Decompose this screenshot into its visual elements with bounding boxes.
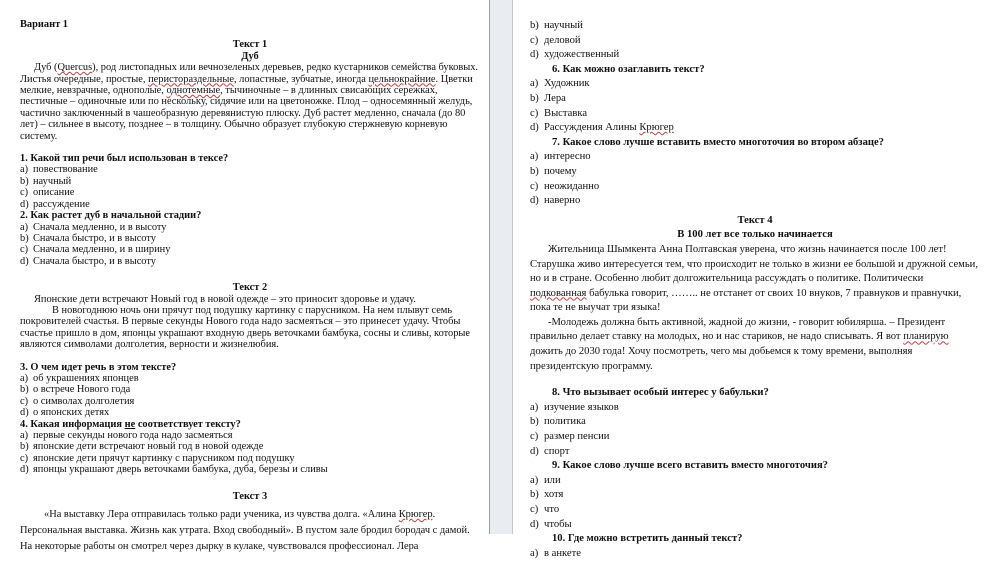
answer-option[interactable]: c) Сначала медленно, и в ширину <box>20 244 171 256</box>
answer-option[interactable]: c) неожиданно <box>530 180 600 192</box>
question-3-options <box>20 373 480 419</box>
answer-option[interactable]: c) о символах долголетия <box>20 395 135 407</box>
answer-option[interactable]: d) Рассуждения Алины Крюгер <box>530 122 674 134</box>
answer-option[interactable]: c) японские дети прячут картинку с парусником под подушку <box>20 452 295 464</box>
answer-option[interactable]: d) рассуждение <box>20 198 90 210</box>
answer-option[interactable]: a) изучение языков <box>530 401 619 413</box>
answer-option[interactable]: a) об украшениях японцев <box>20 372 139 384</box>
text4-title: В 100 лет все только начинается <box>677 229 833 241</box>
answer-option[interactable]: a) интересно <box>530 151 591 163</box>
question-8: 8. Что вызывает особый интерес у бабульки? <box>552 387 769 399</box>
text4-heading: Текст 4 <box>737 214 773 226</box>
answer-option[interactable]: d) спорт <box>530 445 570 457</box>
question-9: 9. Какое слово лучше всего вставить вместо многоточия? <box>552 460 828 472</box>
question-3: 3. О чем идет речь в этом тексте? <box>20 361 177 373</box>
answer-option[interactable]: c) размер пенсии <box>530 431 610 443</box>
answer-option[interactable]: c) описание <box>20 187 75 199</box>
answer-option[interactable]: b) японские дети встречают новый год в новой одежде <box>20 441 264 453</box>
question-1: 1. Какой тип речи был использован в тексе? <box>20 153 229 165</box>
answer-option[interactable]: a) повествование <box>20 164 98 176</box>
text4-paragraph-3: -Молодежь должна быть активной, жадной до жизни, - говорит юбилярша. – Президент правильно делает ставку на молодых, но и нас стариков, не надо списывать. Я вот планирую дожить до 2030 года! Хочу посмотреть, чего мы добьемся к тому времени, выполняя президентскую программу. <box>530 316 949 372</box>
text4-paragraph-2: Старушка живо интересуется тем, что происходит не только в жизни ее большой и дружной семьи, но и в стране. Особенно любит долгожительница рассуждать о политике. Политически подкованная бабулька говорит, …….. не отстанет от своих 10 внуков, 7 правнуков и правнучки, пока те не выучат три языка! <box>530 258 978 314</box>
answer-option[interactable]: b) почему <box>530 165 577 177</box>
answer-option[interactable]: d) о японских детях <box>20 407 110 419</box>
question-1-options <box>20 164 480 210</box>
answer-option[interactable]: b) Лера <box>530 92 566 104</box>
text1-paragraph: Дуб (Quercus), род листопадных или вечнозеленых деревьев, редко кустарников семейства буковых. Листья очередные, простые, перистораздельные, лопастные, зубчатые, иногда цельнокрайние. Цветки мелкие, невзрачные, однополые, однотемные, тычиночные – в длинных свисающих сережках, пестичные – одиночные или по нескольку, сидячие или на цветоножке. Плод – односемянный желудь, частично заключенный в чашеобразную деревянистую плюску. Дуб растет медленно, сначала (до 80 лет) – сильнее в высоту, позднее – в толщину. Обычно образует глубокую стержневую корневую систему. <box>20 62 479 142</box>
variant-label: Вариант 1 <box>20 19 68 30</box>
answer-option[interactable]: d) Сначала быстро, и в высоту <box>20 255 156 267</box>
question-5-options <box>530 19 980 63</box>
question-4-options <box>20 430 480 476</box>
answer-option[interactable]: b) научный <box>20 175 72 187</box>
question-7: 7. Какое слово лучше вставить вместо многоточия во втором абзаце? <box>552 136 884 148</box>
answer-option[interactable]: b) о встрече Нового года <box>20 384 131 396</box>
text3-paragraph: «На выставку Лера отправилась только ради ученика, из чувства долга. «Алина Крюгер. Персональная выставка. Жизнь как утрата. Вход свободный». В пустом зале бродил бородач с дамой. На некоторые работы он смотрел через дырку в кулаке, чувствовался профессионал. Лера <box>20 509 470 553</box>
page-right-content <box>530 19 980 561</box>
question-7-options <box>530 150 980 208</box>
answer-option[interactable]: a) Сначала медленно, и в высоту <box>20 221 167 233</box>
page-gap <box>489 0 513 534</box>
answer-option[interactable]: b) Сначала быстро, и в высоту <box>20 232 156 244</box>
answer-option[interactable]: c) Выставка <box>530 107 588 119</box>
page-divider <box>489 0 490 534</box>
text2-paragraph-1: Японские дети встречают Новый год в новой одежде – это приносит здоровье и удачу. <box>34 293 416 305</box>
answer-option[interactable]: d) японцы украшают дверь веточками бамбука, дуба, березы и сливы <box>20 464 328 476</box>
document-page-left <box>0 0 489 553</box>
text3-heading: Текст 3 <box>232 490 268 502</box>
answer-option[interactable]: a) Художник <box>530 78 590 90</box>
question-10: 10. Где можно встретить данный текст? <box>552 533 743 545</box>
answer-option[interactable]: d) наверно <box>530 195 581 207</box>
page-left-content <box>20 19 480 555</box>
question-6-options <box>530 77 980 135</box>
text1-heading: Текст 1 <box>232 39 268 51</box>
document-page-right <box>513 0 1000 559</box>
answer-option[interactable]: c) деловой <box>530 34 581 46</box>
text1-title: Дуб <box>241 50 259 62</box>
answer-option[interactable]: a) или <box>530 474 561 486</box>
question-4: 4. Какая информация не соответствует тексту? <box>20 418 241 430</box>
answer-option[interactable]: b) научный <box>530 20 583 31</box>
question-10-options <box>530 547 980 561</box>
question-8-options <box>530 401 980 459</box>
text4-paragraph-1: Жительница Шымкента Анна Полтавская уверена, что жизнь начинается после 100 лет! <box>548 243 947 255</box>
answer-option[interactable]: b) хотя <box>530 489 564 501</box>
text2-paragraph-2: В новогоднюю ночь они прячут под подушку картинку с парусником. На нем плывут семь покровителей счастья. В первые секунды Нового года надо засмеяться – это принесет удачу. Чтобы счастье пришло в дом, японцы украшают входную дверь веточками бамбука, сосны и сливы, которые являются символами долголетия, верности и жизнелюбия. <box>20 304 471 351</box>
question-9-options <box>530 474 980 532</box>
answer-option[interactable]: b) политика <box>530 416 586 428</box>
answer-option[interactable]: a) в анкете <box>530 547 581 559</box>
question-2: 2. Как растет дуб в начальной стадии? <box>20 210 202 222</box>
answer-option[interactable]: d) художественный <box>530 49 620 61</box>
answer-option[interactable]: a) первые секунды нового года надо засмеяться <box>20 430 233 441</box>
answer-option[interactable]: d) чтобы <box>530 518 572 530</box>
text2-heading: Текст 2 <box>232 282 268 294</box>
answer-option[interactable]: c) что <box>530 504 560 515</box>
question-6: 6. Как можно озаглавить текст? <box>552 63 705 75</box>
question-2-options <box>20 222 480 268</box>
